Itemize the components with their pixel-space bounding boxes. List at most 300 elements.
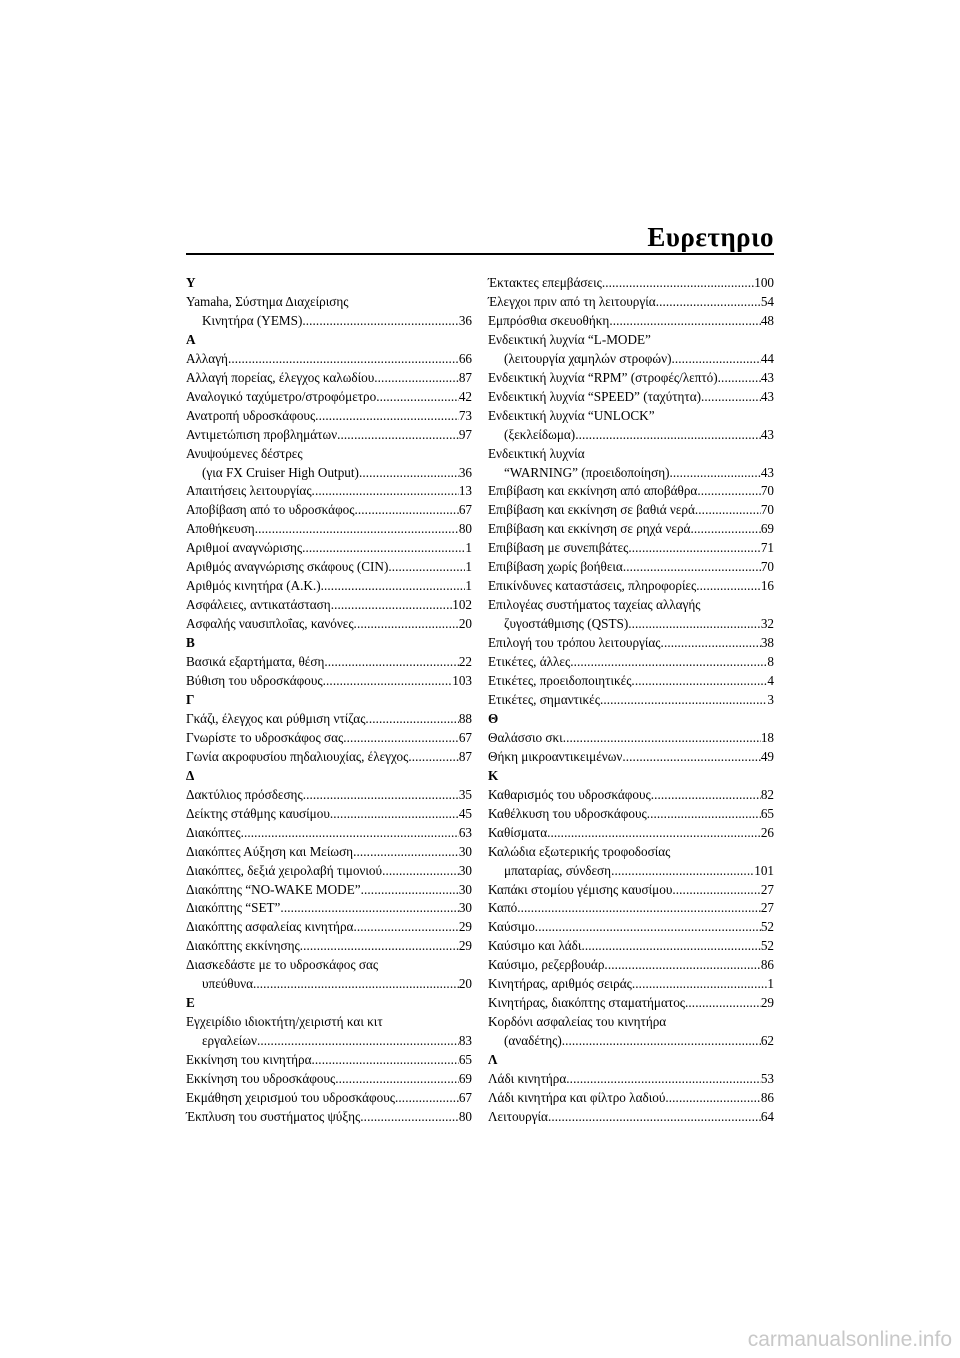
index-page-number: 71 bbox=[760, 540, 774, 556]
index-entry-text: Απαιτήσεις λειτουργίας bbox=[186, 483, 312, 499]
index-entry bbox=[186, 805, 472, 824]
index-entry-text: Ανυψούμενες δέστρες bbox=[186, 445, 303, 461]
index-page-number: 65 bbox=[458, 1052, 472, 1068]
dot-leader bbox=[353, 918, 458, 937]
index-page-number: 54 bbox=[760, 293, 774, 309]
index-entry bbox=[488, 1089, 774, 1108]
index-entry bbox=[186, 786, 472, 805]
index-page-number: 64 bbox=[760, 1108, 774, 1124]
index-page-number: 70 bbox=[760, 502, 774, 518]
dot-leader bbox=[255, 520, 459, 539]
index-entry bbox=[488, 748, 774, 767]
index-entry-text: Ετικέτες, προειδοποιητικές bbox=[488, 673, 632, 689]
watermark: carmanualsonline.info bbox=[747, 1328, 952, 1351]
index-entry bbox=[488, 918, 774, 937]
index-entry-text: Κινητήρας, αριθμός σειράς bbox=[488, 976, 632, 992]
dot-leader bbox=[570, 653, 767, 672]
index-entry-text: Κινητήρα (YEMS) bbox=[202, 312, 303, 328]
index-entry-text: Ενδεικτική λυχνία bbox=[488, 445, 585, 461]
index-entry-text: Επιβίβαση και εκκίνηση σε ρηχά νερά bbox=[488, 521, 691, 537]
index-page-number: 1 bbox=[767, 976, 774, 992]
dot-leader bbox=[535, 918, 761, 937]
index-entry-text: Έλεγχοι πριν από τη λειτουργία bbox=[488, 293, 656, 309]
index-entry-text: Αριθμοί αναγνώρισης bbox=[186, 540, 303, 556]
dot-leader bbox=[665, 1089, 760, 1108]
index-page-number: 87 bbox=[458, 369, 472, 385]
index-page-number: 83 bbox=[458, 1033, 472, 1049]
index-page-number: 29 bbox=[458, 938, 472, 954]
index-page-number: 20 bbox=[458, 616, 472, 632]
index-entry-text: Θαλάσσιο σκι bbox=[488, 729, 563, 745]
dot-leader bbox=[671, 350, 760, 369]
index-column-left bbox=[186, 274, 472, 1127]
index-entry-text: μπαταρίας, σύνδεση bbox=[504, 862, 612, 878]
dot-leader bbox=[697, 482, 761, 501]
index-page-number: 86 bbox=[760, 957, 774, 973]
index-entry bbox=[186, 918, 472, 937]
index-entry bbox=[186, 426, 472, 445]
index-entry bbox=[488, 1070, 774, 1089]
index-entry-text: Καλώδια εξωτερικής τροφοδοσίας bbox=[488, 843, 671, 859]
index-entry bbox=[186, 445, 472, 483]
index-entry-text: Εκμάθηση χειρισμού του υδροσκάφους bbox=[186, 1089, 396, 1105]
dot-leader bbox=[547, 824, 761, 843]
index-entry bbox=[488, 577, 774, 596]
dot-leader bbox=[701, 388, 761, 407]
index-page-number: 69 bbox=[760, 521, 774, 537]
index-page-number: 13 bbox=[458, 483, 472, 499]
index-entry bbox=[488, 691, 774, 710]
index-entry-text: Επιβίβαση χωρίς βοήθεια bbox=[488, 559, 623, 575]
dot-leader bbox=[303, 786, 459, 805]
index-entry-text: Καπό bbox=[488, 900, 518, 916]
dot-leader bbox=[628, 615, 761, 634]
index-page-number: 29 bbox=[760, 995, 774, 1011]
index-page-number: 30 bbox=[458, 843, 472, 859]
index-page-number: 30 bbox=[458, 862, 472, 878]
index-entry bbox=[488, 482, 774, 501]
index-entry bbox=[488, 388, 774, 407]
index-entry-text: Ετικέτες, άλλες bbox=[488, 654, 571, 670]
dot-leader bbox=[374, 369, 459, 388]
index-entry-text: Γωνία ακροφυσίου πηδαλιουχίας, έλεγχος bbox=[186, 748, 409, 764]
dot-leader bbox=[600, 691, 767, 710]
index-entry-text: Θήκη μικροαντικειμένων bbox=[488, 748, 623, 764]
dot-leader bbox=[324, 653, 458, 672]
dot-leader bbox=[651, 786, 761, 805]
index-entry bbox=[186, 710, 472, 729]
index-entry bbox=[186, 596, 472, 615]
dot-leader bbox=[408, 748, 458, 767]
dot-leader bbox=[376, 388, 459, 407]
dot-leader bbox=[696, 577, 761, 596]
dot-leader bbox=[690, 520, 760, 539]
index-entry-text: Λάδι κινητήρα bbox=[488, 1071, 567, 1087]
index-entry-text: Αλλαγή πορείας, έλεγχος καλωδίου bbox=[186, 369, 375, 385]
index-entry-text: Βύθιση του υδροσκάφους bbox=[186, 673, 323, 689]
dot-leader bbox=[302, 312, 458, 331]
dot-leader bbox=[337, 426, 459, 445]
index-entry-text: Διακόπτες bbox=[186, 824, 241, 840]
index-entry bbox=[488, 937, 774, 956]
index-entry-text: Επικίνδυνες καταστάσεις, πληροφορίες bbox=[488, 578, 697, 594]
index-entry-text: Επιβίβαση με συνεπιβάτες bbox=[488, 540, 629, 556]
dot-leader bbox=[323, 672, 453, 691]
index-entry bbox=[488, 312, 774, 331]
index-entry-text: (για FX Cruiser High Output) bbox=[202, 464, 359, 480]
index-entry-text: Επιλογέας συστήματος ταχείας αλλαγής bbox=[488, 597, 701, 613]
page-title: Ευρετηριο bbox=[647, 222, 774, 252]
dot-leader bbox=[563, 729, 761, 748]
index-letter-heading: B bbox=[186, 635, 195, 651]
index-entry-text: Ενδεικτική λυχνία “SPEED” (ταχύτητα) bbox=[488, 388, 701, 404]
index-entry bbox=[186, 1070, 472, 1089]
index-page-number: 27 bbox=[760, 881, 774, 897]
dot-leader bbox=[672, 881, 760, 900]
index-page-number: 86 bbox=[760, 1089, 774, 1105]
index-entry bbox=[488, 899, 774, 918]
index-entry-text: Καπάκι στομίου γέμισης καυσίμου bbox=[488, 881, 673, 897]
index-entry-text: (ξεκλείδωμα) bbox=[504, 426, 576, 442]
index-page-number: 100 bbox=[754, 275, 774, 290]
index-page-number: 43 bbox=[760, 369, 774, 385]
index-letter-heading: Γ bbox=[186, 691, 195, 707]
index-page-number: 69 bbox=[458, 1071, 472, 1087]
index-entry-text: Εμπρόσθια σκευοθήκη bbox=[488, 312, 610, 328]
index-page-number: 67 bbox=[458, 502, 472, 518]
dot-leader bbox=[718, 369, 761, 388]
index-page-number: 82 bbox=[760, 786, 774, 802]
index-entry-text: Λάδι κινητήρα και φίλτρο λαδιού bbox=[488, 1089, 666, 1105]
index-page-number: 70 bbox=[760, 559, 774, 575]
index-entry bbox=[488, 975, 774, 994]
index-entry-text: Καθέλκυση του υδροσκάφους bbox=[488, 805, 647, 821]
index-page-number: 42 bbox=[458, 388, 472, 404]
index-entry-text: Εγχειρίδιο ιδιοκτήτη/χειριστή και κιτ bbox=[186, 1014, 383, 1030]
dot-leader bbox=[631, 672, 767, 691]
dot-leader bbox=[365, 710, 458, 729]
index-entry-text: Γκάζι, έλεγχος και ρύθμιση ντίζας bbox=[186, 710, 366, 726]
index-entry-text: Διακόπτης εκκίνησης bbox=[186, 938, 300, 954]
index-page-number: 18 bbox=[760, 729, 774, 745]
index-entry-text: Διακόπτης “SET” bbox=[186, 900, 281, 916]
index-entry-text: Επιβίβαση και εκκίνηση σε βαθιά νερά bbox=[488, 502, 695, 518]
dot-leader bbox=[669, 464, 760, 483]
index-page-number: 62 bbox=[760, 1033, 774, 1049]
index-entry-text: Αντιμετώπιση προβλημάτων bbox=[186, 426, 338, 442]
dot-leader bbox=[253, 975, 459, 994]
dot-leader bbox=[623, 558, 761, 577]
index-entry-text: Ανατροπή υδροσκάφους bbox=[186, 407, 316, 423]
index-entry bbox=[488, 824, 774, 843]
index-entry bbox=[488, 956, 774, 975]
index-entry bbox=[186, 881, 472, 900]
index-page-number: 101 bbox=[754, 862, 774, 878]
index-page-number: 66 bbox=[458, 350, 472, 366]
index-page-number: 1 bbox=[465, 578, 472, 594]
dot-leader bbox=[382, 862, 459, 881]
index-letter-heading: Θ bbox=[488, 710, 499, 726]
index-entry bbox=[186, 482, 472, 501]
dot-leader bbox=[353, 843, 459, 862]
index-entry bbox=[186, 899, 472, 918]
index-page-number: 30 bbox=[458, 881, 472, 897]
index-entry bbox=[186, 653, 472, 672]
index-page-number: 22 bbox=[458, 654, 472, 670]
index-entry-text: Εκκίνηση του κινητήρα bbox=[186, 1052, 312, 1068]
dot-leader bbox=[695, 501, 761, 520]
index-page-number: 30 bbox=[458, 900, 472, 916]
index-entry bbox=[488, 786, 774, 805]
dot-leader bbox=[517, 899, 761, 918]
dot-leader bbox=[321, 577, 466, 596]
index-entry bbox=[186, 407, 472, 426]
dot-leader bbox=[575, 426, 761, 445]
index-page-number: 27 bbox=[760, 900, 774, 916]
index-page-number: 4 bbox=[767, 673, 774, 689]
index-page-number: 32 bbox=[760, 616, 774, 632]
index-page-number: 16 bbox=[760, 578, 774, 594]
index-entry-text: Αποβίβαση από το υδροσκάφος bbox=[186, 502, 355, 518]
index-entry bbox=[488, 805, 774, 824]
index-entry-text: Έκπλυση του συστήματος ψύξης bbox=[186, 1108, 361, 1124]
dot-leader bbox=[632, 975, 768, 994]
index-entry bbox=[488, 672, 774, 691]
index-entry bbox=[186, 862, 472, 881]
dot-leader bbox=[355, 501, 459, 520]
dot-leader bbox=[241, 824, 459, 843]
index-entry bbox=[186, 729, 472, 748]
dot-leader bbox=[395, 1089, 459, 1108]
index-entry-text: Ενδεικτική λυχνία “UNLOCK” bbox=[488, 407, 655, 423]
dot-leader bbox=[300, 937, 459, 956]
index-page-number: 36 bbox=[458, 312, 472, 328]
index-entry bbox=[186, 956, 472, 994]
index-entry bbox=[488, 369, 774, 388]
index-entry-text: Ενδεικτική λυχνία “L-MODE” bbox=[488, 331, 651, 347]
index-page-number: 80 bbox=[458, 1108, 472, 1124]
dot-leader bbox=[302, 539, 465, 558]
index-entry bbox=[186, 369, 472, 388]
index-entry-text: Διακόπτες Αύξηση και Μείωση bbox=[186, 843, 354, 859]
index-page-number: 63 bbox=[458, 824, 472, 840]
index-page-number: 53 bbox=[760, 1071, 774, 1087]
index-entry-text: εργαλείων bbox=[202, 1033, 257, 1049]
index-page-number: 26 bbox=[760, 824, 774, 840]
index-entry-text: Ασφαλής ναυσιπλοΐας, κανόνες bbox=[186, 616, 354, 632]
index-entry bbox=[488, 407, 774, 445]
index-entry-text: Καθίσματα bbox=[488, 824, 548, 840]
index-entry-text: Καθαρισμός του υδροσκάφους bbox=[488, 786, 651, 802]
dot-leader bbox=[604, 956, 760, 975]
dot-leader bbox=[280, 899, 458, 918]
index-page-number: 20 bbox=[458, 976, 472, 992]
index-page-number: 88 bbox=[458, 710, 472, 726]
index-page-number: 8 bbox=[767, 654, 774, 670]
index-entry bbox=[488, 653, 774, 672]
dot-leader bbox=[361, 881, 459, 900]
index-entry bbox=[488, 596, 774, 634]
index-entry bbox=[488, 1108, 774, 1127]
index-entry-text: Βασικά εξαρτήματα, θέση bbox=[186, 654, 325, 670]
index-entry-text: Αριθμός αναγνώρισης σκάφους (CIN) bbox=[186, 559, 389, 575]
index-entry-text: Yamaha, Σύστημα Διαχείρισης bbox=[186, 293, 349, 309]
index-entry bbox=[488, 843, 774, 881]
index-entry-text: Αναλογικό ταχύμετρο/στροφόμετρο bbox=[186, 388, 377, 404]
index-entry-text: Ενδεικτική λυχνία “RPM” (στροφές/λεπτό) bbox=[488, 369, 718, 385]
index-entry-text: Αλλαγή bbox=[186, 350, 228, 366]
index-entry bbox=[186, 1108, 472, 1127]
dot-leader bbox=[343, 729, 459, 748]
index-entry bbox=[186, 501, 472, 520]
dot-leader bbox=[602, 274, 754, 293]
index-entry-text: Επιλογή του τρόπου λειτουργίας bbox=[488, 635, 661, 651]
index-page-number: 36 bbox=[458, 464, 472, 480]
index-entry bbox=[488, 539, 774, 558]
index-entry-text: Ασφάλειες, αντικατάσταση bbox=[186, 597, 331, 613]
index-page-number: 103 bbox=[452, 673, 472, 689]
index-entry-text: (λειτουργία χαμηλών στροφών) bbox=[504, 350, 672, 366]
index-page-number: 35 bbox=[458, 786, 472, 802]
index-entry bbox=[488, 729, 774, 748]
index-entry bbox=[186, 350, 472, 369]
index-page-number: 97 bbox=[458, 426, 472, 442]
index-letter-heading: Δ bbox=[186, 767, 195, 783]
dot-leader bbox=[656, 293, 761, 312]
index-page-number: 1 bbox=[465, 540, 472, 556]
index-entry-text: Αποθήκευση bbox=[186, 521, 255, 537]
index-page-number: 70 bbox=[760, 483, 774, 499]
index-entry bbox=[186, 824, 472, 843]
dot-leader bbox=[315, 407, 459, 426]
index-entry-text: Αριθμός κινητήρα (Α.Κ.) bbox=[186, 578, 321, 594]
index-entry bbox=[186, 558, 472, 577]
index-entry bbox=[488, 293, 774, 312]
index-entry bbox=[488, 1013, 774, 1051]
index-page-number: 102 bbox=[452, 597, 472, 613]
index-page-number: 45 bbox=[458, 805, 472, 821]
index-entry bbox=[186, 388, 472, 407]
index-entry bbox=[488, 274, 774, 293]
title-rule bbox=[186, 253, 774, 255]
dot-leader bbox=[331, 596, 453, 615]
index-entry bbox=[186, 1089, 472, 1108]
dot-leader bbox=[335, 1070, 459, 1089]
index-entry-text: Διακόπτης “NO-WAKE MODE” bbox=[186, 881, 361, 897]
index-entry bbox=[186, 539, 472, 558]
index-page-number: 44 bbox=[760, 350, 774, 366]
index-page-number: 73 bbox=[458, 407, 472, 423]
index-entry bbox=[186, 577, 472, 596]
index-entry-text: (αναδέτης) bbox=[504, 1033, 562, 1049]
index-letter-heading: Y bbox=[186, 275, 196, 290]
index-entry bbox=[186, 293, 472, 331]
index-letter-heading: K bbox=[488, 767, 499, 783]
dot-leader bbox=[312, 482, 459, 501]
dot-leader bbox=[581, 937, 760, 956]
dot-leader bbox=[685, 994, 761, 1013]
index-page-number: 52 bbox=[760, 919, 774, 935]
dot-leader bbox=[609, 312, 761, 331]
index-page-number: 67 bbox=[458, 729, 472, 745]
dot-leader bbox=[548, 1108, 761, 1127]
index-entry-text: Καύσιμο και λάδι bbox=[488, 938, 582, 954]
index-entry bbox=[488, 445, 774, 483]
index-page-number: 1 bbox=[465, 559, 472, 575]
index-page-number: 43 bbox=[760, 426, 774, 442]
index-entry bbox=[186, 672, 472, 691]
dot-leader bbox=[330, 805, 459, 824]
index-page-number: 67 bbox=[458, 1089, 472, 1105]
index-entry bbox=[488, 881, 774, 900]
index-entry bbox=[488, 558, 774, 577]
index-entry bbox=[488, 501, 774, 520]
index-entry bbox=[186, 1051, 472, 1070]
index-column-right bbox=[488, 274, 774, 1127]
index-letter-heading: Λ bbox=[488, 1052, 498, 1068]
index-entry-text: Διακόπτες, δεξιά χειρολαβή τιμονιού bbox=[186, 862, 383, 878]
index-entry-text: Λειτουργία bbox=[488, 1108, 548, 1124]
index-entry-text: Διασκεδάστε με το υδροσκάφος σας bbox=[186, 957, 379, 973]
index-entry-text: Διακόπτης ασφαλείας κινητήρα bbox=[186, 919, 354, 935]
index-entry-text: ζυγοστάθμισης (QSTS) bbox=[504, 616, 629, 632]
index-page-number: 29 bbox=[458, 919, 472, 935]
index-entry bbox=[186, 520, 472, 539]
index-page-number: 87 bbox=[458, 748, 472, 764]
index-entry-text: Κινητήρας, διακόπτης σταματήματος bbox=[488, 995, 686, 1011]
dot-leader bbox=[611, 862, 754, 881]
index-page-number: 65 bbox=[760, 805, 774, 821]
index-entry-text: “WARNING” (προειδοποίηση) bbox=[504, 464, 670, 480]
index-entry bbox=[488, 994, 774, 1013]
dot-leader bbox=[647, 805, 761, 824]
dot-leader bbox=[257, 1032, 459, 1051]
index-entry bbox=[186, 843, 472, 862]
dot-leader bbox=[622, 748, 760, 767]
dot-leader bbox=[628, 539, 760, 558]
dot-leader bbox=[354, 615, 459, 634]
index-page-number: 52 bbox=[760, 938, 774, 954]
dot-leader bbox=[566, 1070, 761, 1089]
dot-leader bbox=[661, 634, 761, 653]
index-letter-heading: E bbox=[186, 995, 195, 1011]
index-entry-text: Καύσιμο, ρεζερβουάρ bbox=[488, 957, 605, 973]
index-page-number: 49 bbox=[760, 748, 774, 764]
index-page-number: 38 bbox=[760, 635, 774, 651]
index-entry-text: Εκκίνηση του υδροσκάφους bbox=[186, 1071, 336, 1087]
index-page-number: 48 bbox=[760, 312, 774, 328]
index-entry bbox=[488, 520, 774, 539]
index-entry bbox=[186, 748, 472, 767]
index-entry bbox=[186, 937, 472, 956]
index-entry-text: Δακτύλιος πρόσδεσης bbox=[186, 786, 303, 802]
index-letter-heading: A bbox=[186, 331, 196, 347]
dot-leader bbox=[562, 1032, 761, 1051]
dot-leader bbox=[360, 1108, 459, 1127]
index-entry-text: Έκτακτες επεμβάσεις bbox=[488, 275, 602, 290]
index-entry bbox=[186, 615, 472, 634]
index-entry bbox=[186, 1013, 472, 1051]
index-entry-text: υπεύθυνα bbox=[202, 976, 253, 992]
index-entry-text: Καύσιμο bbox=[488, 919, 535, 935]
index-entry-text: Κορδόνι ασφαλείας του κινητήρα bbox=[488, 1014, 667, 1030]
index-entry bbox=[488, 634, 774, 653]
index-entry-text: Ετικέτες, σημαντικές bbox=[488, 691, 600, 707]
index-page-number: 3 bbox=[767, 691, 774, 707]
dot-leader bbox=[228, 350, 459, 369]
index-entry-text: Γνωρίστε το υδροσκάφος σας bbox=[186, 729, 344, 745]
dot-leader bbox=[388, 558, 465, 577]
